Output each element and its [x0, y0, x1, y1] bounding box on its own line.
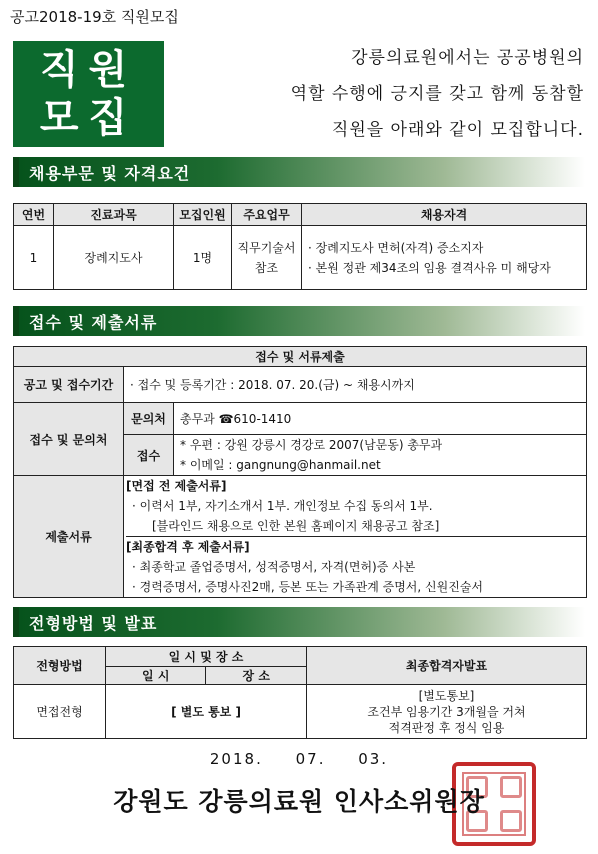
- date-header: 일 시: [106, 667, 206, 685]
- result-value: [307, 685, 587, 739]
- docs-interview-line-2: [블라인드 채용으로 인한 본원 홈페이지 채용공고 참조]: [152, 519, 440, 533]
- intro-line-3: 직원을 아래와 같이 모집합니다.: [331, 120, 584, 140]
- section-header-selection: 전형방법 및 발표: [13, 607, 585, 637]
- period-value: · 접수 및 등록기간 : 2018. 07. 20.(금) ~ 채용시까지: [124, 367, 587, 403]
- contact-label: 접수 및 문의처: [14, 403, 124, 476]
- notice-number: 공고2018-19호 직원모집: [10, 8, 179, 26]
- row-count: 1명: [174, 226, 232, 290]
- logo-line-2: 모집: [39, 95, 138, 141]
- result-header: 최종합격자발표: [307, 647, 587, 685]
- notice-date: 2018. 07. 03.: [209, 750, 389, 768]
- section-header-requirements: 채용부문 및 자격요건: [13, 157, 585, 187]
- duty-line-1: 직무기술서: [237, 240, 296, 255]
- qual-line-2: · 본원 정관 제34조의 임용 결격사유 미 해당자: [308, 260, 551, 275]
- submission-title: 접수 및 서류제출: [14, 347, 587, 367]
- col-header-no: 연번: [14, 204, 54, 226]
- selection-table: [13, 646, 587, 739]
- col-header-duty: 주요업무: [232, 204, 302, 226]
- logo-line-1: 직원: [39, 47, 138, 93]
- col-header-dept: 진료과목: [54, 204, 174, 226]
- intro-line-2: 역할 수행에 긍지를 갖고 함께 동참할: [290, 84, 584, 104]
- schedule-value: [ 별도 통보 ]: [106, 685, 307, 739]
- receipt-line-1: * 우편 : 강원 강릉시 경강로 2007(남문동) 총무과: [180, 438, 443, 452]
- result-line-3: 적격판정 후 정식 임용: [388, 720, 505, 735]
- qual-line-1: · 장례지도사 면허(자격) 증소지자: [308, 240, 484, 255]
- result-line-2: 조건부 임용기간 3개월을 거쳐: [367, 704, 526, 719]
- period-label: 공고 및 접수기간: [14, 367, 124, 403]
- recruit-logo: [13, 41, 164, 147]
- method-header: 전형방법: [14, 647, 106, 685]
- col-header-count: 모집인원: [174, 204, 232, 226]
- result-line-1: [별도통보]: [418, 688, 475, 703]
- intro-line-1: 강릉의료원에서는 공공병원의: [351, 48, 584, 68]
- method-value: 면접전형: [14, 685, 106, 739]
- duty-line-2: 참조: [254, 260, 279, 275]
- docs-label: 제출서류: [14, 476, 124, 598]
- receipt-line-2: * 이메일 : gangnung@hanmail.net: [180, 458, 381, 472]
- row-no: 1: [14, 226, 54, 290]
- intro-text: [174, 40, 584, 148]
- datetime-place-header: 일 시 및 장 소: [106, 647, 307, 667]
- row-duty: [232, 226, 302, 290]
- row-qualification: [302, 226, 587, 290]
- signer-title: 강원도 강릉의료원 인사소위원장: [113, 787, 485, 816]
- col-header-qualification: 채용자격: [302, 204, 587, 226]
- row-dept: 장례지도사: [54, 226, 174, 290]
- place-header: 장 소: [206, 667, 307, 685]
- receipt-value: [174, 435, 587, 476]
- docs-final-line-1: · 최종학교 졸업증명서, 성적증명서, 자격(면허)증 사본: [132, 560, 416, 574]
- submission-table: [13, 346, 587, 598]
- docs-value: [124, 476, 587, 598]
- receipt-label: 접수: [124, 435, 174, 476]
- docs-interview-line-1: · 이력서 1부, 자기소개서 1부. 개인정보 수집 동의서 1부.: [132, 499, 433, 513]
- inquiry-label: 문의처: [124, 403, 174, 435]
- docs-final-line-2: · 경력증명서, 증명사진2매, 등본 또는 가족관계 증명서, 신원진술서: [132, 580, 483, 594]
- docs-final-title: [최종합격 후 제출서류]: [126, 536, 586, 557]
- section-header-submission: 접수 및 제출서류: [13, 306, 585, 336]
- inquiry-value: 총무과 ☎610-1410: [174, 403, 587, 435]
- docs-interview-title: [면접 전 제출서류]: [126, 479, 227, 493]
- recruit-table: [13, 203, 587, 290]
